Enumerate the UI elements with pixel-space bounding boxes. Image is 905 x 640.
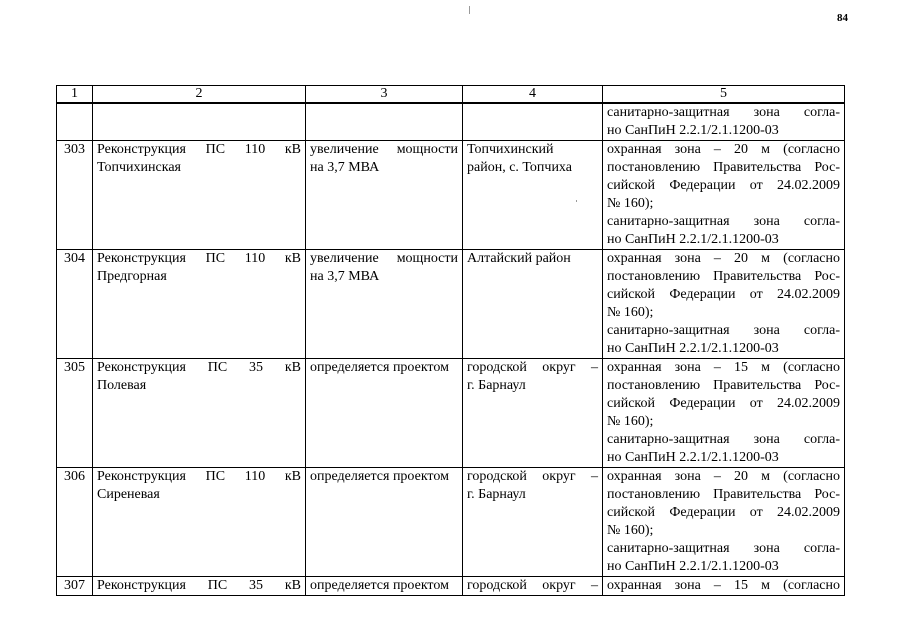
location-line: район, с. Топчиха <box>467 160 572 175</box>
characteristic-line: определяется проектом <box>310 469 449 484</box>
object-line: Полевая <box>97 378 147 393</box>
cell-location <box>463 577 603 596</box>
cell-location <box>463 359 603 468</box>
cell-location <box>463 468 603 577</box>
characteristic-line: увеличение мощности <box>310 142 458 157</box>
location-line: городской округ – <box>467 360 598 375</box>
cell-num: 306 <box>57 468 93 577</box>
characteristic-line: определяется проектом <box>310 578 449 593</box>
location-line: Алтайский район <box>467 251 571 266</box>
cell-zone <box>603 141 845 250</box>
zone-line: сийской Федерации от 24.02.2009 <box>607 396 840 411</box>
zone-line: сийской Федерации от 24.02.2009 <box>607 178 840 193</box>
cell-num: 303 <box>57 141 93 250</box>
cell-characteristic <box>306 250 463 359</box>
cell-object <box>93 577 306 596</box>
column-number-1: 1 <box>57 86 93 104</box>
characteristic-line: определяется проектом <box>310 360 449 375</box>
zone-line: но СанПиН 2.2.1/2.1.1200-03 <box>607 450 779 465</box>
zone-line: охранная зона – 20 м (согласно <box>607 469 840 484</box>
zone-line: охранная зона – 20 м (согласно <box>607 251 840 266</box>
zone-line: сийской Федерации от 24.02.2009 <box>607 287 840 302</box>
cell-zone <box>603 250 845 359</box>
object-line: Реконструкция ПС 110 кВ <box>97 251 301 266</box>
column-number-row <box>57 86 845 104</box>
zone-line: санитарно-защитная зона согла- <box>607 432 840 447</box>
cell-zone <box>603 103 845 141</box>
zone-line: сийской Федерации от 24.02.2009 <box>607 505 840 520</box>
zone-line: охранная зона – 15 м (согласно <box>607 360 840 375</box>
column-number-4: 4 <box>463 86 603 104</box>
zone-line: № 160); <box>607 196 654 211</box>
cell-location <box>463 250 603 359</box>
zone-line: санитарно-защитная зона согла- <box>607 323 840 338</box>
zone-line: но СанПиН 2.2.1/2.1.1200-03 <box>607 232 779 247</box>
location-line: городской округ – <box>467 469 598 484</box>
location-line: г. Барнаул <box>467 487 526 502</box>
object-line: Сиреневая <box>97 487 160 502</box>
location-line: городской округ – <box>467 578 598 593</box>
cell-object <box>93 468 306 577</box>
cell-characteristic <box>306 577 463 596</box>
table-row <box>57 359 845 468</box>
cell-characteristic <box>306 359 463 468</box>
location-line: г. Барнаул <box>467 378 526 393</box>
object-line: Реконструкция ПС 110 кВ <box>97 469 301 484</box>
zone-line: санитарно-защитная зона согла- <box>607 541 840 556</box>
column-number-5: 5 <box>603 86 845 104</box>
characteristic-line: на 3,7 МВА <box>310 269 380 284</box>
cell-num <box>57 103 93 141</box>
cell-characteristic <box>306 468 463 577</box>
table-row-continuation <box>57 103 845 141</box>
cell-location <box>463 141 603 250</box>
zone-line: № 160); <box>607 305 654 320</box>
cell-zone <box>603 577 845 596</box>
object-line: Топчихинская <box>97 160 181 175</box>
zone-line: охранная зона – 20 м (согласно <box>607 142 840 157</box>
characteristic-line: увеличение мощности <box>310 251 458 266</box>
page-number: 84 <box>837 12 848 24</box>
registry-table <box>56 85 845 596</box>
zone-line: № 160); <box>607 414 654 429</box>
zone-line: охранная зона – 15 м (согласно <box>607 578 840 593</box>
zone-line: но СанПиН 2.2.1/2.1.1200-03 <box>607 341 779 356</box>
object-line: Реконструкция ПС 35 кВ <box>97 578 301 593</box>
cell-location <box>463 103 603 141</box>
zone-line: санитарно-защитная зона согла- <box>607 105 840 120</box>
characteristic-line: на 3,7 МВА <box>310 160 380 175</box>
cell-object <box>93 359 306 468</box>
object-line: Реконструкция ПС 35 кВ <box>97 360 301 375</box>
zone-line: № 160); <box>607 523 654 538</box>
cell-characteristic <box>306 103 463 141</box>
cell-characteristic <box>306 141 463 250</box>
object-line: Реконструкция ПС 110 кВ <box>97 142 301 157</box>
cell-num: 305 <box>57 359 93 468</box>
zone-line: санитарно-защитная зона согла- <box>607 214 840 229</box>
cell-zone <box>603 468 845 577</box>
cell-object <box>93 250 306 359</box>
cell-object <box>93 141 306 250</box>
table-row <box>57 468 845 577</box>
cell-num: 307 <box>57 577 93 596</box>
zone-line: но СанПиН 2.2.1/2.1.1200-03 <box>607 123 779 138</box>
column-number-2: 2 <box>93 86 306 104</box>
zone-line: но СанПиН 2.2.1/2.1.1200-03 <box>607 559 779 574</box>
zone-line: постановлению Правительства Рос- <box>607 487 840 502</box>
location-line: Топчихинский <box>467 142 554 157</box>
object-line: Предгорная <box>97 269 167 284</box>
cell-num: 304 <box>57 250 93 359</box>
scan-artifact-mark <box>469 6 470 14</box>
zone-line: постановлению Правительства Рос- <box>607 378 840 393</box>
table-row <box>57 577 845 596</box>
zone-line: постановлению Правительства Рос- <box>607 160 840 175</box>
cell-object <box>93 103 306 141</box>
column-number-3: 3 <box>306 86 463 104</box>
cell-zone <box>603 359 845 468</box>
table-row <box>57 250 845 359</box>
table-row <box>57 141 845 250</box>
zone-line: постановлению Правительства Рос- <box>607 269 840 284</box>
